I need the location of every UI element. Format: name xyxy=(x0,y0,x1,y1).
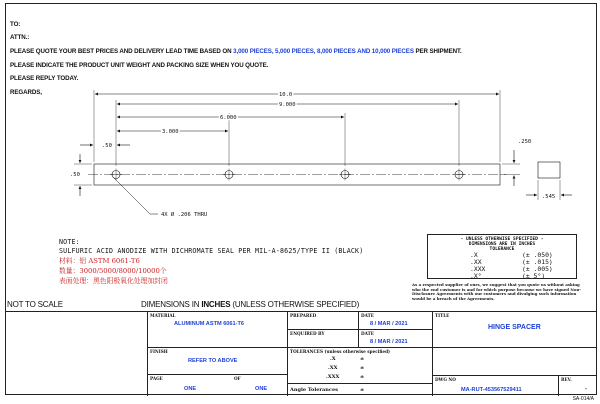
dim-edge-to-hole: .50 xyxy=(102,143,112,149)
title-block-blank xyxy=(6,312,148,396)
dim-hole-span-inner: 3.000 xyxy=(162,129,179,135)
dim-thickness: .250 xyxy=(518,139,532,145)
page-value: ONE xyxy=(184,386,197,392)
tolerance-row-xx-value: (± .015) xyxy=(522,258,553,266)
material-cell xyxy=(148,312,288,348)
prepared-cell xyxy=(288,312,359,330)
indicate-line: PLEASE INDICATE THE PRODUCT UNIT WEIGHT AND PACKING SIZE WHEN YOU QUOTE. xyxy=(10,62,269,69)
prepared-date: 8 / MAR / 2021 xyxy=(370,321,408,327)
material-label: MATERIAL xyxy=(150,313,176,318)
prepared-date-cell xyxy=(359,312,433,330)
dwg-no-label: DWG NO xyxy=(435,377,456,382)
part-title: HINGE SPACER xyxy=(488,324,541,331)
title-cell xyxy=(433,312,596,348)
tolerance-row-x-value: (± .050) xyxy=(522,251,553,259)
enquired-date-label: DATE xyxy=(361,331,374,336)
dwg-no-cell xyxy=(433,375,559,396)
dim-width: .545 xyxy=(542,194,556,200)
tol-xxx-label: .XXX xyxy=(326,374,340,380)
tolerance-row-xxx-value: (± .005) xyxy=(522,265,553,273)
tol-xx-pm: ± xyxy=(360,365,365,371)
finish-cell xyxy=(148,348,288,375)
part-side-view xyxy=(538,162,560,178)
tolerance-heading-3: TOLERANCE xyxy=(489,247,515,253)
page-label: PAGE xyxy=(150,376,163,381)
tolerances-label: TOLERANCES (unless otherwise specified) xyxy=(290,349,390,354)
enquired-label: ENQUIRED BY xyxy=(290,331,325,336)
rev-label: REV. xyxy=(561,377,572,382)
tolerance-heading-2: DIMENSIONS ARE IN INCHES xyxy=(468,242,536,248)
rev-value: - xyxy=(585,386,588,392)
tol-xxx-pm: ± xyxy=(360,374,365,380)
title-block xyxy=(6,311,596,396)
angle-tolerance-cell xyxy=(288,384,433,396)
tol-x-label: .X xyxy=(330,356,336,362)
nda-disclaimer: As a respected supplier of ours, we suggest that you quote us without asking who the end customer is and for which purpose because we have signed Non-Disclosure Agreements with our customers and divulging such information would be a breach of the Agreements. xyxy=(412,282,581,302)
quote-line-suffix: PER SHIPMENT. xyxy=(413,48,462,55)
angle-tolerance-label: Angle Tolerances xyxy=(290,387,338,393)
tol-xx-label: .XX xyxy=(328,365,338,371)
enquired-date-cell xyxy=(359,330,433,348)
dim-hole-height: .50 xyxy=(70,172,80,178)
dimensions-unit: INCHES xyxy=(201,300,231,309)
tolerance-row-angle-value: (± 5°) xyxy=(522,272,546,280)
tolerance-row-xxx: .XXX xyxy=(470,265,486,273)
finish-label: FINISH xyxy=(150,349,168,354)
not-to-scale: NOT TO SCALE xyxy=(7,300,63,309)
dimensions-in-note: DIMENSIONS IN INCHES (UNLESS OTHERWISE SPECIFIED) xyxy=(141,300,360,309)
tol-x-pm: ± xyxy=(360,356,365,362)
tolerance-heading-1: - UNLESS OTHERWISE SPECIFIED - xyxy=(460,237,544,242)
of-label: OF xyxy=(234,376,241,381)
rev-cell xyxy=(559,375,596,396)
finish-note: SULFURIC ACID ANODIZE WITH DICHROMATE SEAL PER MIL-A-8625/TYPE II (BLACK) xyxy=(59,247,364,255)
dim-overall-length: 10.0 xyxy=(279,92,293,98)
note-title: NOTE: xyxy=(59,238,80,246)
tolerances-cell xyxy=(288,348,433,384)
drawing-code: SA-014/A xyxy=(572,396,594,402)
tolerance-heading xyxy=(428,237,576,253)
prepared-date-label: DATE xyxy=(361,313,374,318)
tolerance-row-angle: .X° xyxy=(470,272,482,280)
quote-line-prefix: PLEASE QUOTE YOUR BEST PRICES AND DELIVERY LEAD TIME BASED ON xyxy=(10,48,234,55)
tolerance-row-xx: .XX xyxy=(470,258,482,266)
cn-finish-note: 表面处理：黑色阳极氧化处理加封闭 xyxy=(59,277,168,285)
material-value: ALUMINUM ASTM 6061-T6 xyxy=(174,321,245,327)
tolerance-row-x: .X xyxy=(470,251,478,259)
dim-hole-span-middle: 6.000 xyxy=(220,115,237,121)
tolerance-box xyxy=(427,234,577,279)
of-value: ONE xyxy=(255,386,268,392)
to-line: TO: xyxy=(10,21,21,28)
reply-line: PLEASE REPLY TODAY. xyxy=(10,75,79,82)
enquired-cell xyxy=(288,330,359,348)
enquired-date: 8 / MAR / 2021 xyxy=(370,339,408,345)
quote-quantities: 3,000 PIECES, 5,000 PIECES, 8,000 PIECES AND 10,000 PIECES xyxy=(233,48,414,55)
cn-material-note: 材料：铝 ASTM 6061-T6 xyxy=(59,257,140,265)
attn-line: ATTN.: xyxy=(10,34,30,41)
angle-tolerance-pm: ± xyxy=(360,387,365,393)
cn-quantity-note: 数量：3000/5000/8000/10000个 xyxy=(59,267,167,275)
hole-callout: 4X Ø .206 THRU xyxy=(161,212,208,218)
finish-value: REFER TO ABOVE xyxy=(188,358,238,364)
title-label: TITLE xyxy=(435,313,450,318)
dwg-no-value: MA-RUT-453567529411 xyxy=(461,387,522,393)
page-cell xyxy=(148,375,288,396)
regards-line: REGARDS, xyxy=(10,89,42,96)
prepared-label: PREPARED xyxy=(290,313,317,318)
title-block-spacer xyxy=(433,348,596,375)
dim-hole-span-outer: 9.000 xyxy=(279,102,296,108)
